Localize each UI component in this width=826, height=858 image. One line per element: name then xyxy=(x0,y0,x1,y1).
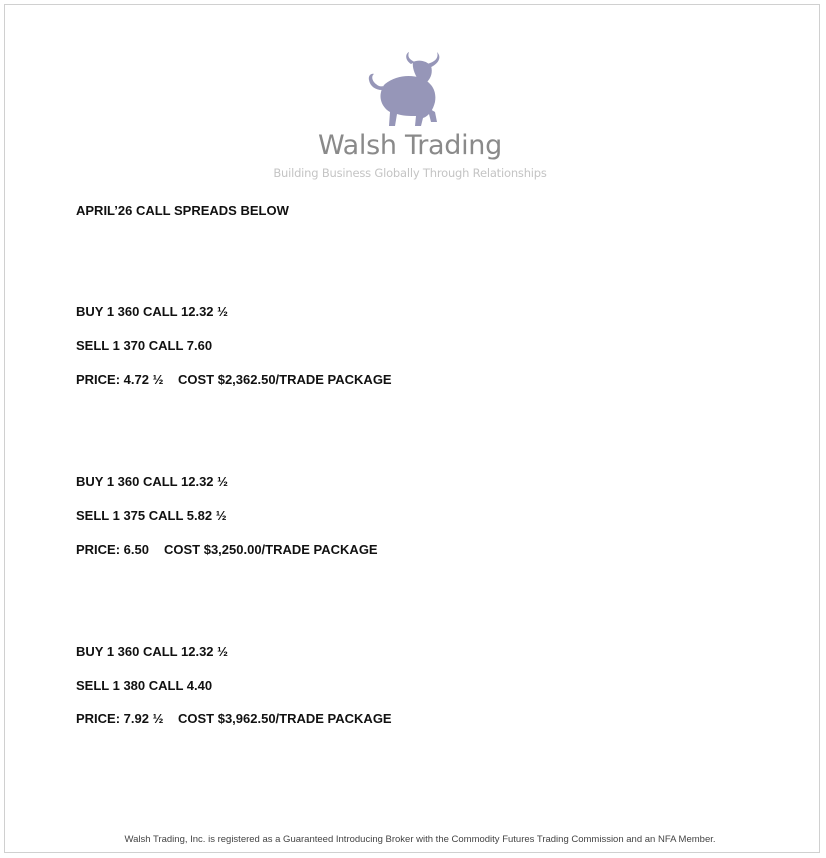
brand-tagline: Building Business Globally Through Relationships xyxy=(273,166,547,180)
page-heading: APRIL’26 CALL SPREADS BELOW xyxy=(76,203,289,218)
spread-1-sell: SELL 1 370 CALL 7.60 xyxy=(76,338,213,353)
spread-2-sell: SELL 1 375 CALL 5.82 ½ xyxy=(76,508,227,523)
spread-3-sell: SELL 1 380 CALL 4.40 xyxy=(76,678,213,693)
spread-2-cost: COST $3,250.00/TRADE PACKAGE xyxy=(164,542,378,557)
spread-3-cost: COST $3,962.50/TRADE PACKAGE xyxy=(178,711,392,726)
spread-3-buy: BUY 1 360 CALL 12.32 ½ xyxy=(76,644,228,659)
spread-2-buy: BUY 1 360 CALL 12.32 ½ xyxy=(76,474,228,489)
bull-icon xyxy=(365,50,455,130)
regulatory-footer: Walsh Trading, Inc. is registered as a Guaranteed Introducing Broker with the Commodity Futures Trading Commission and an NFA Member. xyxy=(124,834,716,845)
spread-2-price: PRICE: 6.50 xyxy=(76,542,149,557)
brand-name: Walsh Trading xyxy=(318,130,502,161)
spread-1-price: PRICE: 4.72 ½ xyxy=(76,372,164,387)
spread-1-cost: COST $2,362.50/TRADE PACKAGE xyxy=(178,372,392,387)
spread-3-price: PRICE: 7.92 ½ xyxy=(76,711,164,726)
walsh-trading-logo xyxy=(260,48,560,188)
spread-1-buy: BUY 1 360 CALL 12.32 ½ xyxy=(76,304,228,319)
